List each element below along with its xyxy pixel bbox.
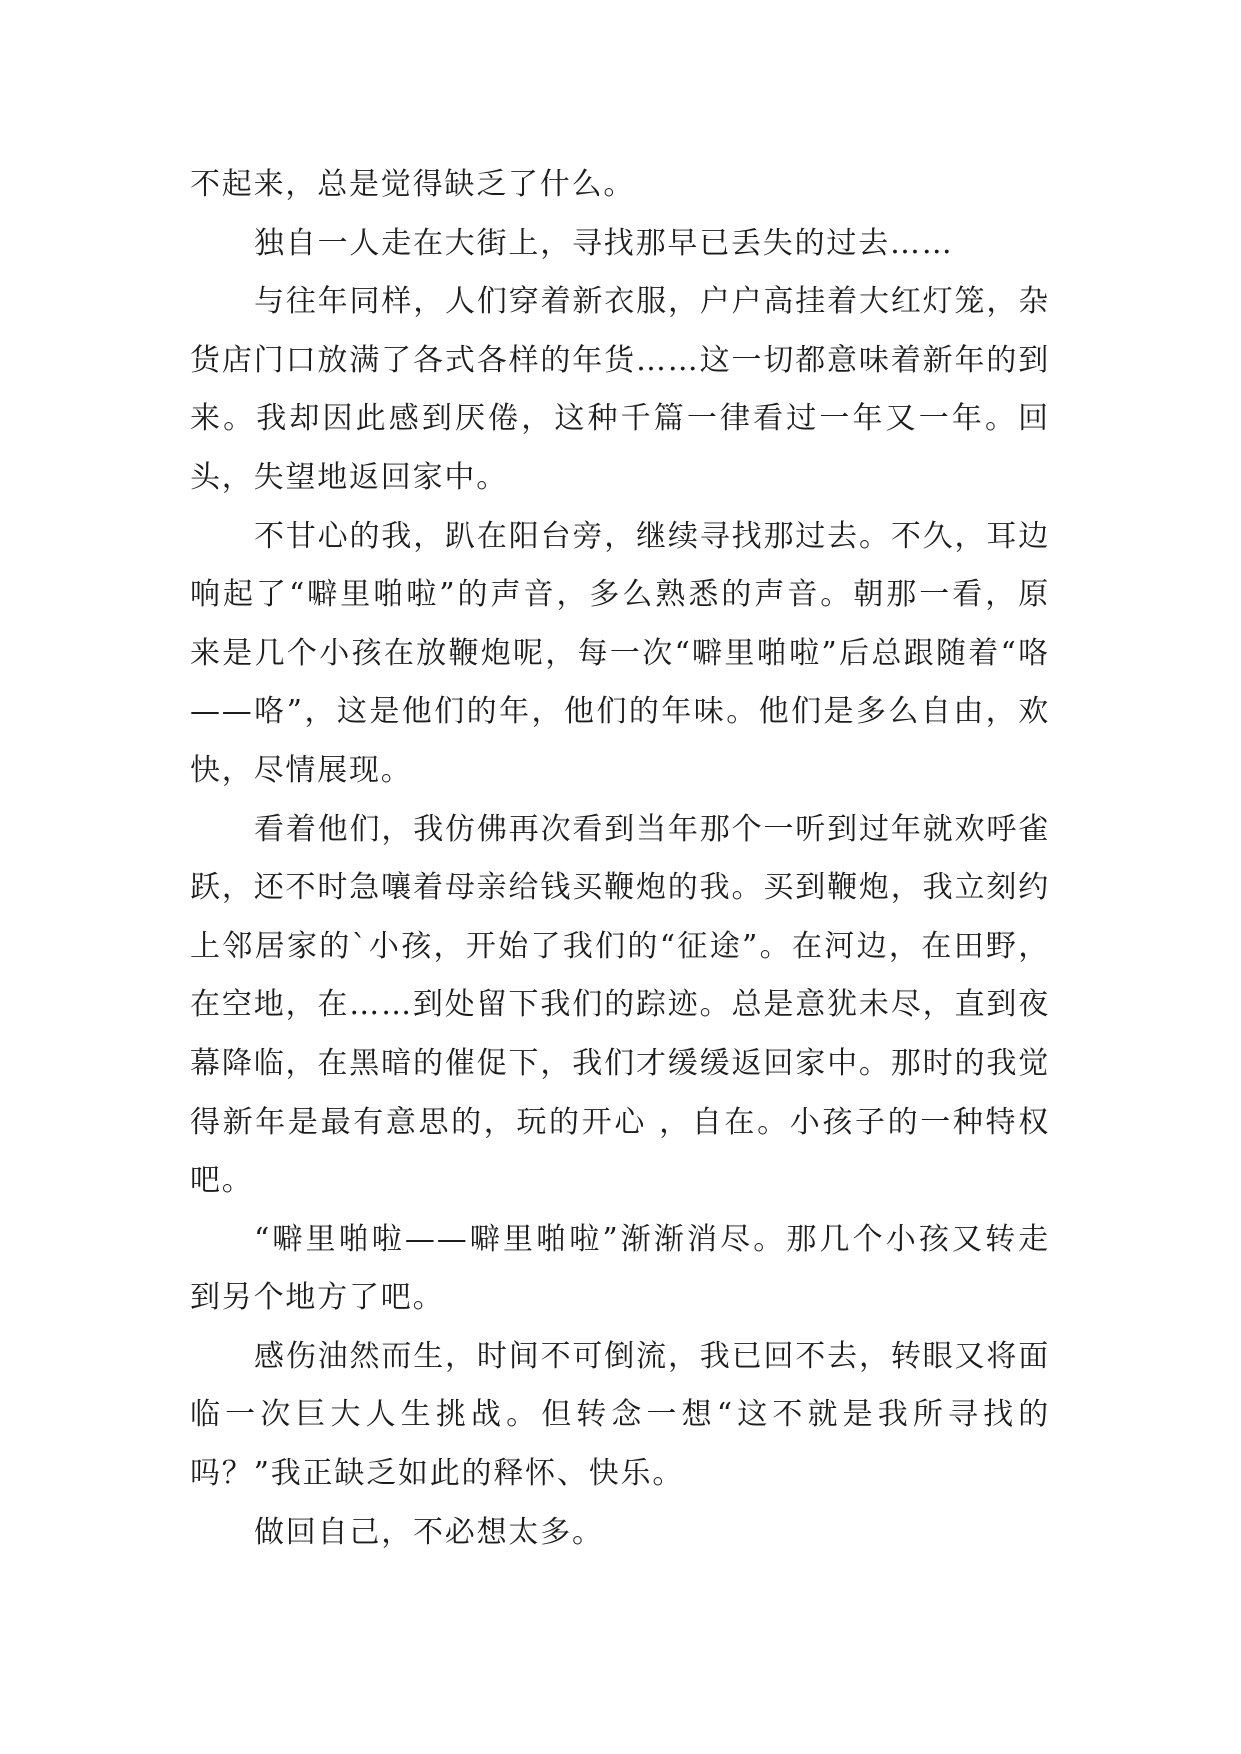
paragraph: 看着他们，我仿佛再次看到当年那个一听到过年就欢呼雀跃，还不时急嚷着母亲给钱买鞭炮的我。买到鞭炮，我立刻约上邻居家的`小孩，开始了我们的“征途”。在河边，在田野，在空地，在……到处留下我们的踪迹。总是意犹未尽，直到夜幕降临，在黑暗的催促下，我们才缓缓返回家中。那时的我觉得新年是最有意思的，玩的开心 ，自在。小孩子的一种特权吧。 (190, 811, 1050, 1199)
paragraph: 做回自己，不必想太多。 (254, 1514, 604, 1550)
paragraph-continuation: 不起来，总是觉得缺乏了什么。 (190, 167, 636, 202)
paragraph: 独自一人走在大街上，寻找那早已丢失的过去…… (254, 225, 954, 261)
essay-body (190, 156, 1050, 1562)
paragraph: 感伤油然而生，时间不可倒流，我已回不去，转眼又将面临一次巨大人生挑战。但转念一想“这不就是我所寻找的吗？”我正缺乏如此的释怀、快乐。 (190, 1338, 1050, 1492)
paragraph: 与往年同样，人们穿着新衣服，户户高挂着大红灯笼，杂货店门口放满了各式各样的年货……这一切都意味着新年的到来。我却因此感到厌倦，这种千篇一律看过一年又一年。回头，失望地返回家中。 (190, 284, 1050, 495)
paragraph: “噼里啪啦——噼里啪啦”渐渐消尽。那几个小孩又转走到另个地方了吧。 (190, 1221, 1050, 1316)
paragraph: 不甘心的我，趴在阳台旁，继续寻找那过去。不久，耳边响起了“噼里啪啦”的声音，多么熟悉的声音。朝那一看，原来是几个小孩在放鞭炮呢，每一次“噼里啪啦”后总跟随着“咯——咯”，这是他们的年，他们的年味。他们是多么自由，欢快，尽情展现。 (190, 518, 1050, 788)
